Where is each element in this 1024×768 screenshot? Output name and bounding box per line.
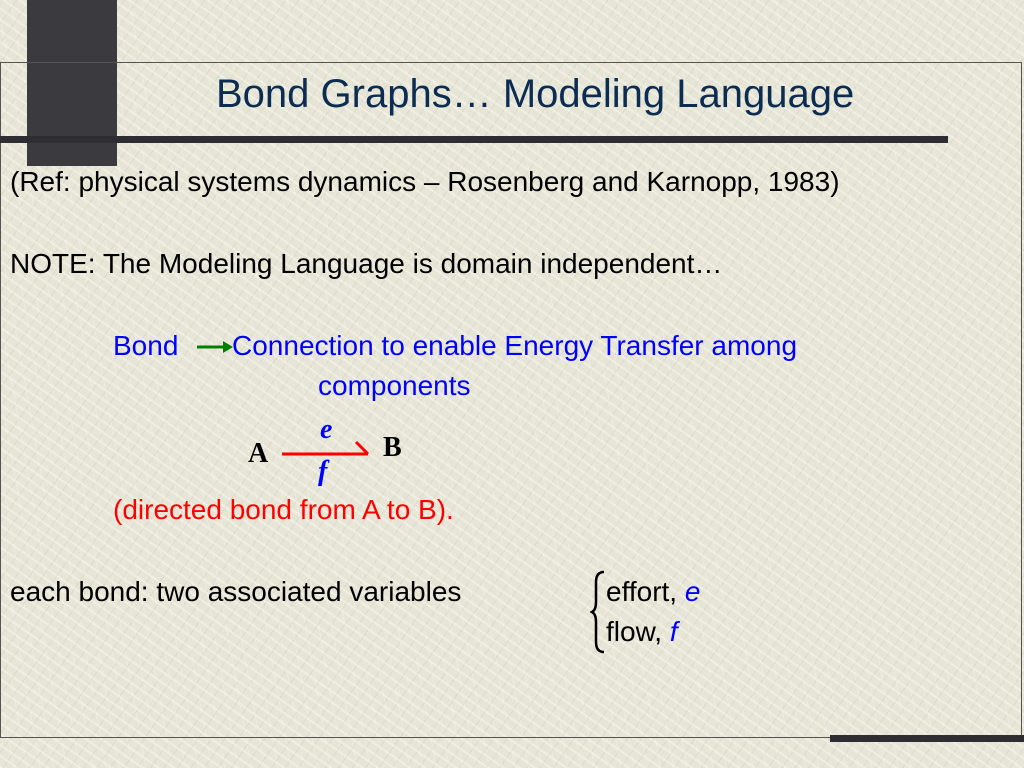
directed-bond-caption: (directed bond from A to B). [113, 494, 454, 525]
variables-intro: each bond: two associated variables [10, 576, 462, 607]
note-line: NOTE: The Modeling Language is domain independent… [10, 248, 723, 279]
effort-symbol: e [320, 414, 333, 445]
bond-definition-line1: Connection to enable Energy Transfer among [232, 330, 798, 361]
bottom-divider [830, 735, 1024, 742]
flow-symbol: f [318, 456, 328, 487]
left-brace-icon [590, 570, 606, 654]
effort-label: effort, [606, 576, 678, 607]
effort-variable: e [684, 576, 701, 607]
slide-title: Bond Graphs… Modeling Language [216, 72, 855, 116]
right-arrow-icon [196, 338, 234, 356]
reference-line: (Ref: physical systems dynamics – Rosenberg and Karnopp, 1983) [10, 166, 840, 197]
flow-label: flow, [606, 616, 663, 647]
effort-row [606, 576, 700, 608]
flow-row [606, 616, 678, 648]
bond-term: Bond [113, 330, 179, 361]
flow-variable: f [669, 616, 678, 647]
node-a-label: A [248, 438, 269, 469]
node-b-label: B [383, 432, 402, 463]
bond-definition-line2: components [318, 370, 471, 401]
title-divider [0, 136, 948, 143]
slide-frame [0, 62, 1022, 738]
